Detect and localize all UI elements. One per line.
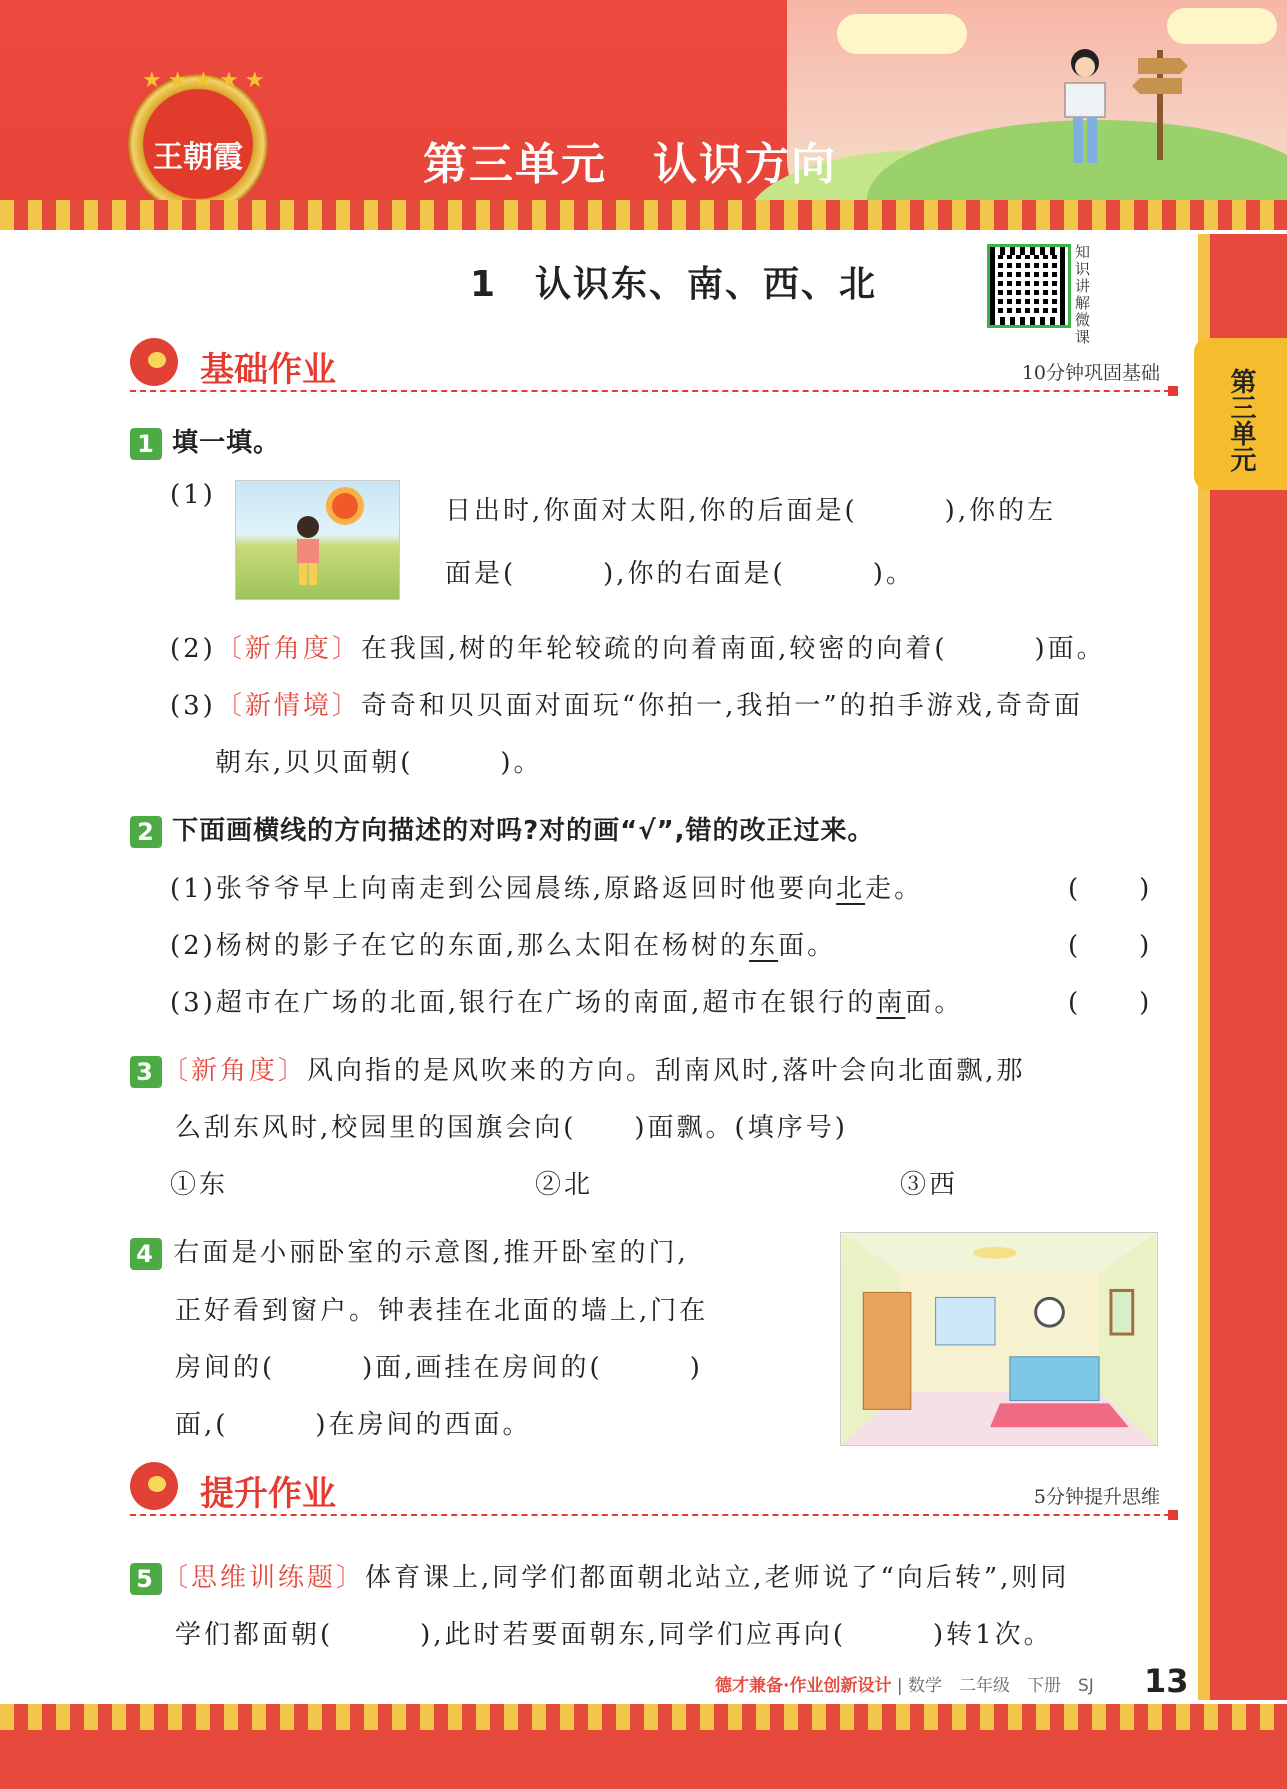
side-tab-unit: 第三单元 (1194, 338, 1287, 490)
section-header-advanced (130, 1462, 1170, 1522)
question-1-prompt (130, 422, 280, 460)
q1-part3-label: (3) (170, 691, 216, 721)
q1-part1-line2: 面是( ),你的右面是( )。 (445, 559, 915, 589)
sunrise-boy-illustration (235, 480, 400, 600)
q1-part1-line1: 日出时,你面对太阳,你的后面是( ),你的左 (445, 496, 1057, 526)
page-footer (715, 1671, 1094, 1696)
logo-stars-icon: ★★★★★ (142, 68, 271, 93)
option-3[interactable]: ③西 (900, 1170, 959, 1200)
signpost-icon (1130, 40, 1190, 160)
section-title: 提升作业 (200, 1474, 336, 1514)
q1-part2 (170, 628, 1106, 665)
question-4-line4: 面,( )在房间的西面。 (175, 1410, 532, 1440)
q1-part3 (170, 685, 1083, 722)
bedroom-illustration (840, 1232, 1158, 1446)
question-5-line1: 5 〔思维训练题〕体育课上,同学们都面朝北站立,老师说了“向后转”,则同 (130, 1557, 1069, 1595)
question-number-badge: 3 (130, 1056, 162, 1088)
megaphone-icon (130, 338, 178, 386)
q1-part3-line2: 朝东,贝贝面朝( )。 (215, 748, 543, 778)
answer-blank[interactable]: ( ) (1068, 874, 1153, 904)
question-3-line2: 么刮东风时,校园里的国旗会向( )面飘。(填序号) (175, 1113, 848, 1143)
qr-label: 知识讲解微课 (1075, 243, 1091, 346)
question-4-line2: 正好看到窗户。钟表挂在北面的墙上,门在 (175, 1296, 709, 1326)
tag-new-context: 〔新情境〕 (215, 691, 361, 721)
question-number-badge: 2 (130, 816, 162, 848)
page-header (0, 0, 1287, 230)
question-number-badge: 1 (130, 428, 162, 460)
footer-info: | 数学 二年级 下册 SJ (896, 1676, 1094, 1696)
option-2[interactable]: ②北 (535, 1170, 594, 1200)
sun-icon (332, 493, 358, 519)
question-number-badge: 5 (130, 1563, 162, 1595)
qr-code-icon (987, 244, 1071, 328)
q1-part3-text: 奇奇和贝贝面对面玩“你拍一,我拍一”的拍手游戏,奇奇面 (360, 691, 1083, 721)
section-divider (130, 390, 1170, 392)
question-text: 填一填。 (172, 428, 281, 458)
section-time-note: 5分钟提升思维 (1033, 1486, 1160, 1508)
question-4-line3: 房间的( )面,画挂在房间的( ) (175, 1353, 703, 1383)
question-5-line2: 学们都面朝( ),此时若要面朝东,同学们应再向( )转1次。 (175, 1620, 1053, 1650)
decorative-border-top (0, 200, 1287, 234)
q2-item-2: (2)杨树的影子在它的东面,那么太阳在杨树的东面。 (170, 931, 837, 961)
boy-figure-icon (291, 515, 325, 589)
lesson-title: 1 认识东、南、西、北 (470, 264, 878, 305)
q1-part2-text: 在我国,树的年轮较疏的向着南面,较密的向着( )面。 (360, 634, 1106, 664)
tag-thinking-training: 〔思维训练题〕 (162, 1563, 366, 1593)
underlined-direction: 东 (749, 931, 779, 961)
question-3-line1: 3 〔新角度〕风向指的是风吹来的方向。刮南风时,落叶会向北面飘,那 (130, 1050, 1026, 1088)
footer-brand: 德才兼备·作业创新设计 (715, 1676, 892, 1696)
question-text: 下面画横线的方向描述的对吗?对的画“√”,错的改正过来。 (172, 816, 875, 846)
unit-title: 第三单元 认识方向 (423, 139, 837, 190)
question-number-badge: 4 (130, 1238, 162, 1270)
megaphone-icon (130, 1462, 178, 1510)
tag-new-angle: 〔新角度〕 (215, 634, 361, 664)
cloud-icon (837, 14, 967, 54)
section-header-basic (130, 338, 1170, 398)
cloud-icon (1167, 8, 1277, 44)
q2-item-3: (3)超市在广场的北面,银行在广场的南面,超市在银行的南面。 (170, 988, 964, 1018)
answer-blank[interactable]: ( ) (1068, 988, 1153, 1018)
decorative-border-bottom (0, 1700, 1287, 1730)
girl-with-map-illustration (1055, 45, 1115, 175)
question-2-prompt (130, 810, 875, 848)
section-divider (130, 1514, 1170, 1516)
page-number: 13 (1144, 1662, 1189, 1700)
q2-item-1: (1)张爷爷早上向南走到公园晨练,原路返回时他要向北走。 (170, 874, 924, 904)
section-title: 基础作业 (200, 350, 336, 390)
answer-blank[interactable]: ( ) (1068, 931, 1153, 961)
tag-new-angle: 〔新角度〕 (162, 1056, 308, 1086)
q1-part2-label: (2) (170, 634, 216, 664)
underlined-direction: 南 (876, 988, 906, 1018)
logo-name: 王朝霞 (153, 140, 243, 175)
underlined-direction: 北 (836, 874, 866, 904)
question-4-line1: 4 右面是小丽卧室的示意图,推开卧室的门, (130, 1232, 689, 1270)
option-1[interactable]: ①东 (170, 1170, 229, 1200)
q1-part1-label: (1) (170, 480, 216, 510)
section-time-note: 10分钟巩固基础 (1021, 362, 1160, 384)
